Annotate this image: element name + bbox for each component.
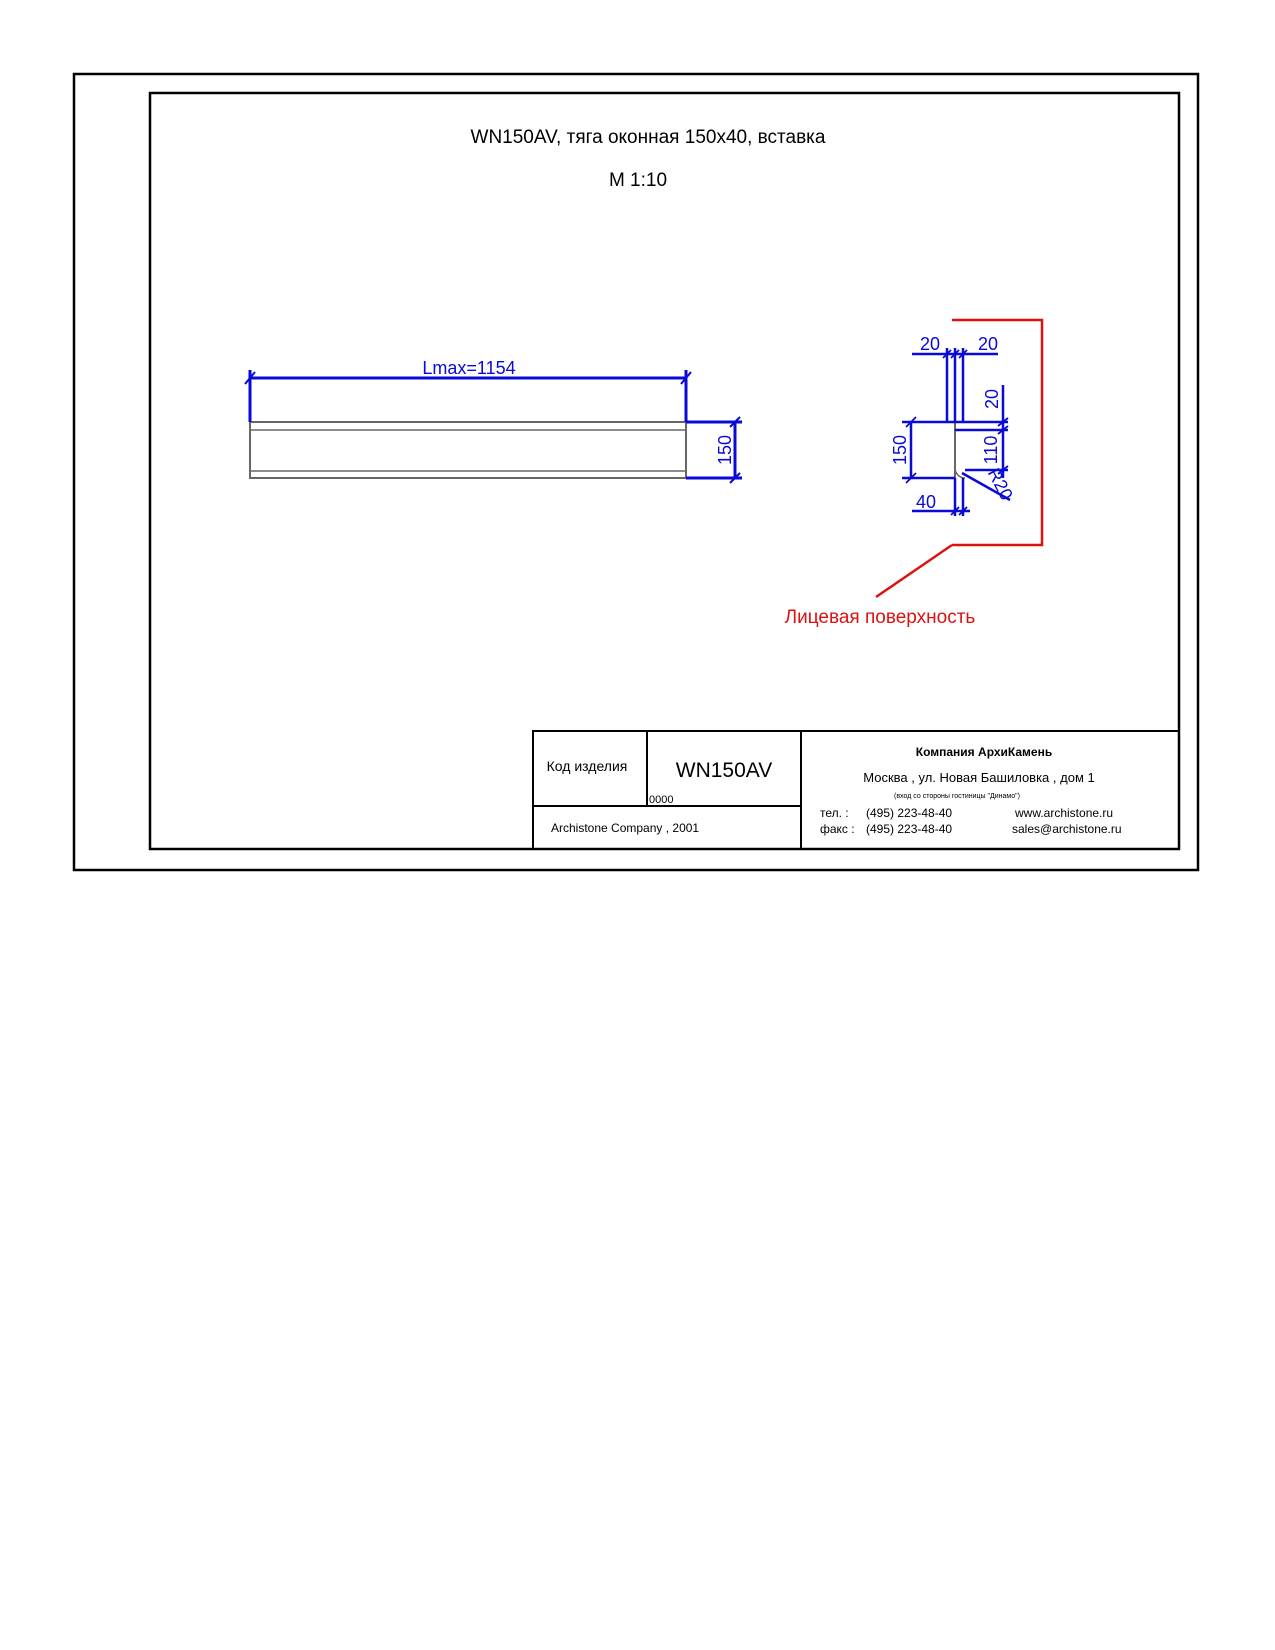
website[interactable]: www.archistone.ru <box>1015 806 1114 820</box>
copyright: Archistone Company , 2001 <box>551 821 700 835</box>
section-dim-width: 40 <box>915 492 937 512</box>
section-dim-top-right: 20 <box>977 334 999 354</box>
company-name: Компания АрхиКамень <box>915 745 1053 759</box>
section-dim-height: 150 <box>890 434 910 466</box>
front-dimensions <box>245 370 742 483</box>
phone-label: тел. : <box>820 806 849 820</box>
section-dim-right-middle: 110 <box>981 435 1001 465</box>
product-code: WN150AV <box>675 759 773 782</box>
drawing-scale: М 1:10 <box>608 170 668 191</box>
phone-number: (495) 223-48-40 <box>866 806 953 820</box>
code-number: 0000 <box>649 794 674 806</box>
section-dim-top-left: 20 <box>919 334 941 354</box>
email[interactable]: sales@archistone.ru <box>1012 822 1122 836</box>
fax-number: (495) 223-48-40 <box>866 822 953 836</box>
section-dim-radius: R20 <box>983 464 1017 504</box>
address-note: (вход со стороны гостиницы "Динамо") <box>894 793 1020 800</box>
section-dim-right-upper: 20 <box>982 388 1002 410</box>
face-surface-label: Лицевая поверхность <box>784 607 976 628</box>
callout-leader <box>876 545 952 597</box>
code-label: Код изделия <box>546 758 628 774</box>
front-view <box>250 422 686 478</box>
drawing-title: WN150AV, тяга оконная 150х40, вставка <box>470 127 826 148</box>
height-label: 150 <box>715 434 735 466</box>
fax-label: факс : <box>820 822 855 836</box>
company-address: Москва , ул. Новая Башиловка , дом 1 <box>863 770 1095 785</box>
length-label: Lmax=1154 <box>422 358 516 378</box>
